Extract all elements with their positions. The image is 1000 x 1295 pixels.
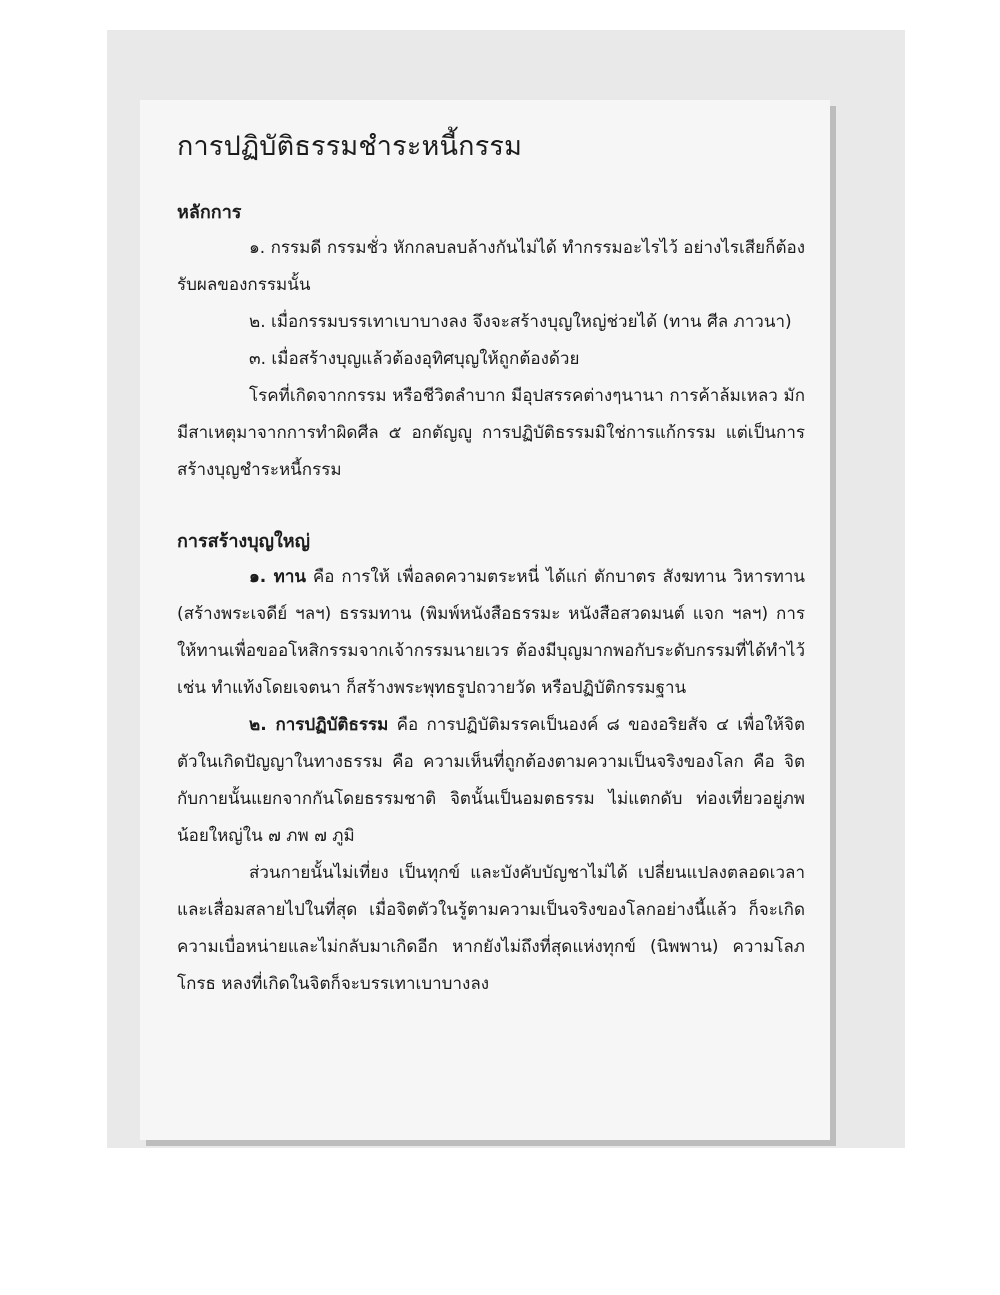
body-impermanence-paragraph: ส่วนกายนั้นไม่เที่ยง เป็นทุกข์ และบังคับบัญชาไม่ได้ เปลี่ยนแปลงตลอดเวลา และเสื่อมสลายไปในที่สุด เมื่อจิตตัวในรู้ตามความเป็นจริงของโลกอย่างนี้แล้ว ก็จะเกิดความเบื่อหน่ายและไม่กลับมาเกิดอีก หากยังไม่ถึงที่สุดแห่งทุกข์ (นิพพาน) ความโลภ โกรธ หลงที่เกิดในจิตก็จะบรรเทาเบาบางลง	[177, 863, 805, 994]
page-title: การปฏิบัติธรรมชำระหนี้กรรม	[177, 131, 523, 162]
merit-item-1	[177, 559, 805, 707]
merit-item-2-text: คือ การปฏิบัติมรรคเป็นองค์ ๘ ของอริยสัจ ๔ เพื่อให้จิตตัวในเกิดปัญญาในทางธรรม คือ ความเห็นที่ถูกต้องตามความเป็นจริงของโลก คือ จิตกับกายนั้นแยกจากกันโดยธรรมชาติ จิตนั้นเป็นอมตธรรม ไม่แตกดับ ท่องเที่ยวอยู่ภพน้อยใหญ่ใน ๗ ภพ ๗ ภูมิ	[177, 715, 805, 846]
principles-explanation: โรคที่เกิดจากกรรม หรือชีวิตลำบาก มีอุปสรรคต่างๆนานา การค้าล้มเหลว มักมีสาเหตุมาจากการทำผิดศีล ๕ อกตัญญู การปฏิบัติธรรมมิใช่การแก้กรรม แต่เป็นการสร้างบุญชำระหนี้กรรม	[177, 386, 805, 480]
principle-3: ๓. เมื่อสร้างบุญแล้วต้องอุทิศบุญให้ถูกต้องด้วย	[249, 349, 580, 369]
page-content	[177, 126, 805, 1003]
principle-2: ๒. เมื่อกรรมบรรเทาเบาบางลง จึงจะสร้างบุญใหญ่ช่วยได้ (ทาน ศีล ภาวนา)	[249, 312, 792, 332]
merit-item-1-label: ๑. ทาน	[249, 567, 307, 587]
merit-item-1-text: คือ การให้ เพื่อลดความตระหนี่ ได้แก่ ตักบาตร สังฆทาน วิหารทาน (สร้างพระเจดีย์ ฯลฯ) ธรรมทาน (พิมพ์หนังสือธรรมะ หนังสือสวดมนต์ แจก ฯลฯ) การให้ทานเพื่อขออโหสิกรรมจากเจ้ากรรมนายเวร ต้องมีบุญมากพอกับระดับกรรมที่ได้ทำไว้ เช่น ทำแท้งโดยเจตนา ก็สร้างพระพุทธรูปถวายวัด หรือปฏิบัติกรรมฐาน	[177, 567, 805, 698]
section-heading-merit: การสร้างบุญใหญ่	[177, 531, 310, 552]
principle-1: ๑. กรรมดี กรรมชั่ว หักกลบลบล้างกันไม่ได้ ทำกรรมอะไรไว้ อย่างไรเสียก็ต้องรับผลของกรรมนั้น	[177, 238, 805, 295]
merit-item-2-label: ๒. การปฏิบัติธรรม	[249, 715, 389, 735]
merit-item-2	[177, 707, 805, 855]
section-heading-principles: หลักการ	[177, 202, 242, 223]
